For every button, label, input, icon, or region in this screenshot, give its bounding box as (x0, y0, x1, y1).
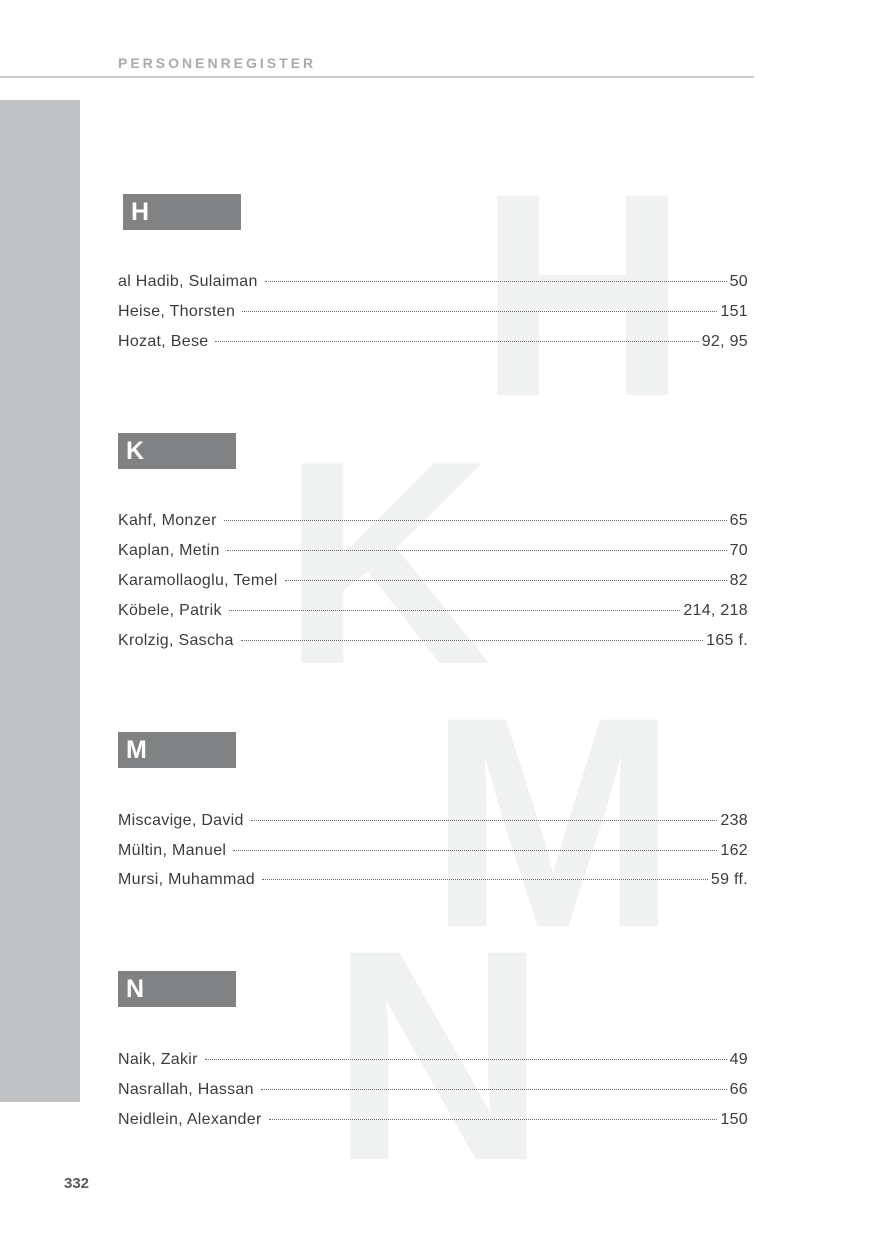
index-entry (118, 602, 748, 624)
watermark-letter-n: N (330, 887, 547, 1223)
watermark-letter-h: H (478, 133, 688, 457)
entry-pages: 165 f. (706, 632, 748, 649)
index-entry (118, 1111, 748, 1133)
index-entry (118, 572, 748, 594)
dot-leader (233, 850, 717, 851)
page-number: 332 (64, 1175, 90, 1192)
index-entry (118, 842, 748, 864)
entry-name: Karamollaoglu, Temel (118, 572, 278, 589)
entry-pages: 66 (729, 1081, 748, 1098)
entry-name: Kaplan, Metin (118, 542, 220, 559)
dot-leader (265, 281, 727, 282)
dot-leader (251, 820, 718, 821)
dot-leader (285, 580, 727, 581)
dot-leader (242, 311, 717, 312)
header-rule (0, 76, 754, 78)
index-entry (118, 542, 748, 564)
entry-name: Krolzig, Sascha (118, 632, 234, 649)
entry-name: Miscavige, David (118, 812, 244, 829)
watermark-letter-k: K (282, 401, 492, 725)
index-entry (118, 273, 748, 295)
entry-pages: 65 (729, 512, 748, 529)
section-badge-h: H (123, 194, 241, 230)
entry-pages: 238 (720, 812, 748, 829)
entry-pages: 70 (729, 542, 748, 559)
index-entry (118, 512, 748, 534)
index-entry (118, 812, 748, 834)
entry-pages: 92, 95 (701, 333, 748, 350)
section-badge-k: K (118, 433, 236, 469)
dot-leader (205, 1059, 727, 1060)
entry-pages: 151 (720, 303, 748, 320)
side-color-bar (0, 100, 80, 1102)
entry-pages: 82 (729, 572, 748, 589)
entry-name: Nasrallah, Hassan (118, 1081, 254, 1098)
dot-leader (269, 1119, 718, 1120)
index-entry (118, 632, 748, 654)
index-entry (118, 1081, 748, 1103)
index-entry (118, 303, 748, 325)
entry-name: Naik, Zakir (118, 1051, 198, 1068)
entry-name: Mültin, Manuel (118, 842, 227, 859)
entry-name: Hozat, Bese (118, 333, 209, 350)
entry-pages: 59 ff. (710, 871, 748, 888)
entry-name: Heise, Thorsten (118, 303, 236, 320)
entry-name: al Hadib, Sulaiman (118, 273, 258, 290)
watermark-letter-m: M (428, 654, 678, 990)
dot-leader (241, 640, 703, 641)
running-head: PERSONENREGISTER (118, 55, 317, 71)
index-entry (118, 1051, 748, 1073)
entry-pages: 49 (729, 1051, 748, 1068)
section-badge-m: M (118, 732, 236, 768)
entry-name: Kahf, Monzer (118, 512, 217, 529)
entry-pages: 50 (729, 273, 748, 290)
dot-leader (227, 550, 727, 551)
index-entry (118, 333, 748, 355)
dot-leader (262, 879, 708, 880)
entry-pages: 162 (720, 842, 748, 859)
entry-pages: 214, 218 (683, 602, 748, 619)
entry-name: Neidlein, Alexander (118, 1111, 262, 1128)
index-entry (118, 871, 748, 893)
entry-pages: 150 (720, 1111, 748, 1128)
entry-name: Köbele, Patrik (118, 602, 222, 619)
dot-leader (224, 520, 727, 521)
dot-leader (261, 1089, 727, 1090)
dot-leader (215, 341, 698, 342)
section-badge-n: N (118, 971, 236, 1007)
dot-leader (229, 610, 681, 611)
entry-name: Mursi, Muhammad (118, 871, 255, 888)
